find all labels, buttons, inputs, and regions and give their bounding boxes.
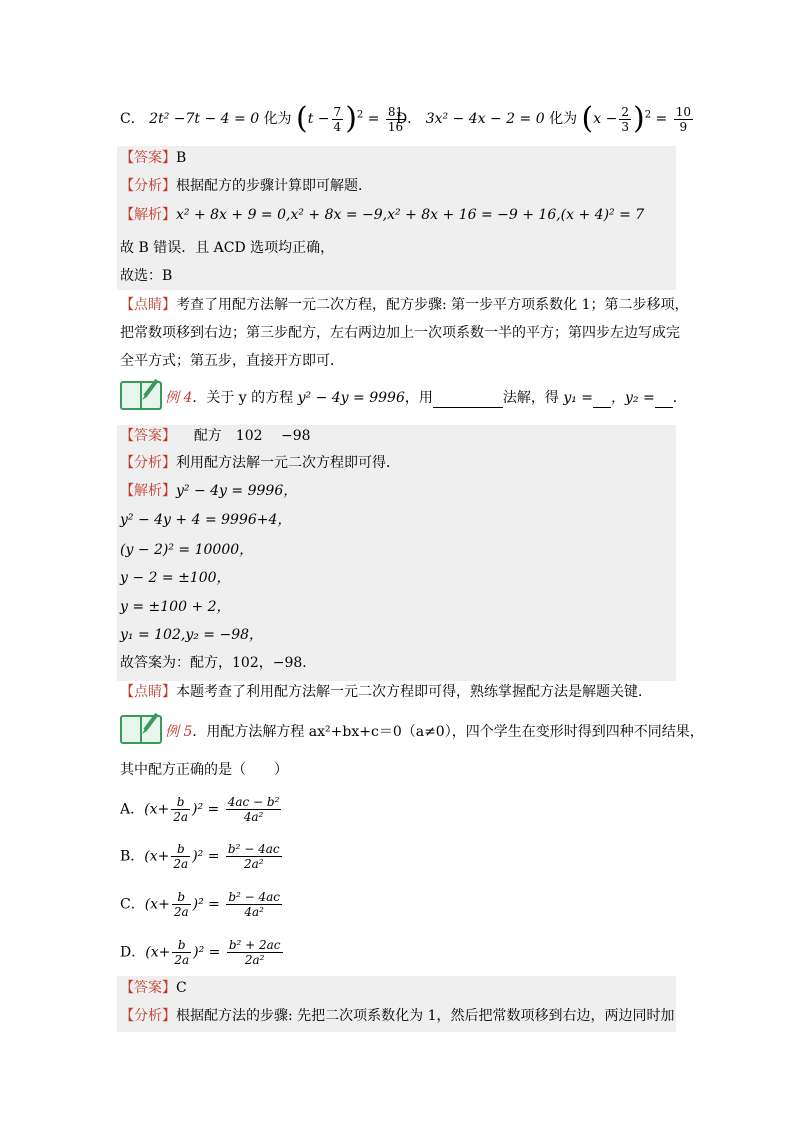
- option-d-top: D． 3x² − 4x − 2 = 0 化为 (x − $\frac{2}{3}$ )$^2$ = $\frac{10}{9}$: [396, 101, 691, 136]
- q3-comment-3: 全平方式；第五步，直接开方即可．: [120, 353, 344, 369]
- option-d-equation: 3x² − 4x − 2 = 0: [425, 111, 545, 127]
- ex4-blank-y1[interactable]: [593, 391, 611, 408]
- ex4-step: y − 2 = ±100，: [120, 570, 231, 586]
- ex4-analysis: 【分析】利用配方法解一元二次方程即可得．: [120, 455, 400, 471]
- ex5-analysis: 【分析】根据配方法的步骤: 先把二次项系数化为 1，然后把常数项移到右边，两边同时加: [120, 1008, 675, 1024]
- ex5-question-2: 其中配方正确的是（ ）: [120, 762, 288, 778]
- book-pencil-icon: [120, 710, 162, 744]
- ex4-step: (y − 2)² = 10000，: [120, 542, 254, 558]
- option-c-equation: 2t² −7t − 4 = 0: [149, 111, 260, 127]
- ex4-question: 例 4．关于 y 的方程 y² − 4y = 9996，用 法解，得 y₁ = ，y₂ = ．: [165, 390, 687, 406]
- ex4-blank-method[interactable]: [433, 391, 503, 408]
- ex4-solution: 【解析】y² − 4y = 9996，: [120, 483, 298, 499]
- book-pencil-icon: [120, 376, 162, 410]
- ex5-answer: 【答案】C: [120, 980, 187, 996]
- q3-answer: 【答案】B: [120, 150, 187, 166]
- ex4-step: y₁ = 102,y₂ = −98，: [120, 627, 264, 643]
- ex4-answer: 【答案】 配方 102 −98: [120, 428, 311, 444]
- ex4-step: y² − 4y + 4 = 9996+4，: [120, 512, 292, 528]
- ex4-blank-y2[interactable]: [655, 391, 673, 408]
- ex5-option-c[interactable]: C．(x+ $\frac{b}{2a}$ )² = $\frac{\text{b² − 4ac}}{\text{4a²}}$: [120, 890, 281, 919]
- q3-analysis: 【分析】根据配方的步骤计算即可解题．: [120, 178, 372, 194]
- option-c-top: C． 2t² −7t − 4 = 0 化为 (t − $\frac{7}{4}$ )$^2$ = $\frac{81}{16}$: [120, 101, 404, 136]
- ex5-option-a[interactable]: A．(x+ $\frac{b}{2a}$ )² = $\frac{\text{4ac − b²}}{\text{4a²}}$: [120, 795, 280, 824]
- ex4-step: y = ±100 + 2，: [120, 599, 231, 615]
- q3-solution: 【解析】x² + 8x + 9 = 0,x² + 8x = −9,x² + 8x + 16 = −9 + 16,(x + 4)² = 7: [120, 207, 645, 223]
- ex5-option-b[interactable]: B．(x+ $\frac{b}{2a}$ )² = $\frac{\text{b² − 4ac}}{\text{2a²}}$: [120, 842, 280, 871]
- q3-line3: 故选：B: [120, 268, 173, 284]
- q3-comment-1: 【点睛】考查了用配方法解一元二次方程，配方步骤: 第一步平方项系数化 1；第二步移项，: [120, 297, 689, 313]
- ex5-option-d[interactable]: D．(x+ $\frac{b}{2a}$ )² = $\frac{\text{b² + 2ac}}{\text{2a²}}$: [120, 938, 281, 967]
- q3-line2: 故 B 错误．且 ACD 选项均正确，: [120, 240, 335, 256]
- ex5-question-1: 例 5．用配方法解方程 ax²+bx+c＝0（a≠0），四个学生在变形时得到四种不同结果，: [165, 724, 704, 740]
- ex4-comment: 【点睛】本题考查了利用配方法解一元二次方程即可得，熟练掌握配方法是解题关键．: [120, 684, 652, 700]
- q3-comment-2: 把常数项移到右边；第三步配方，左右两边加上一次项系数一半的平方；第四步左边写成完: [120, 325, 680, 341]
- ex4-final: 故答案为：配方，102，−98．: [120, 655, 317, 671]
